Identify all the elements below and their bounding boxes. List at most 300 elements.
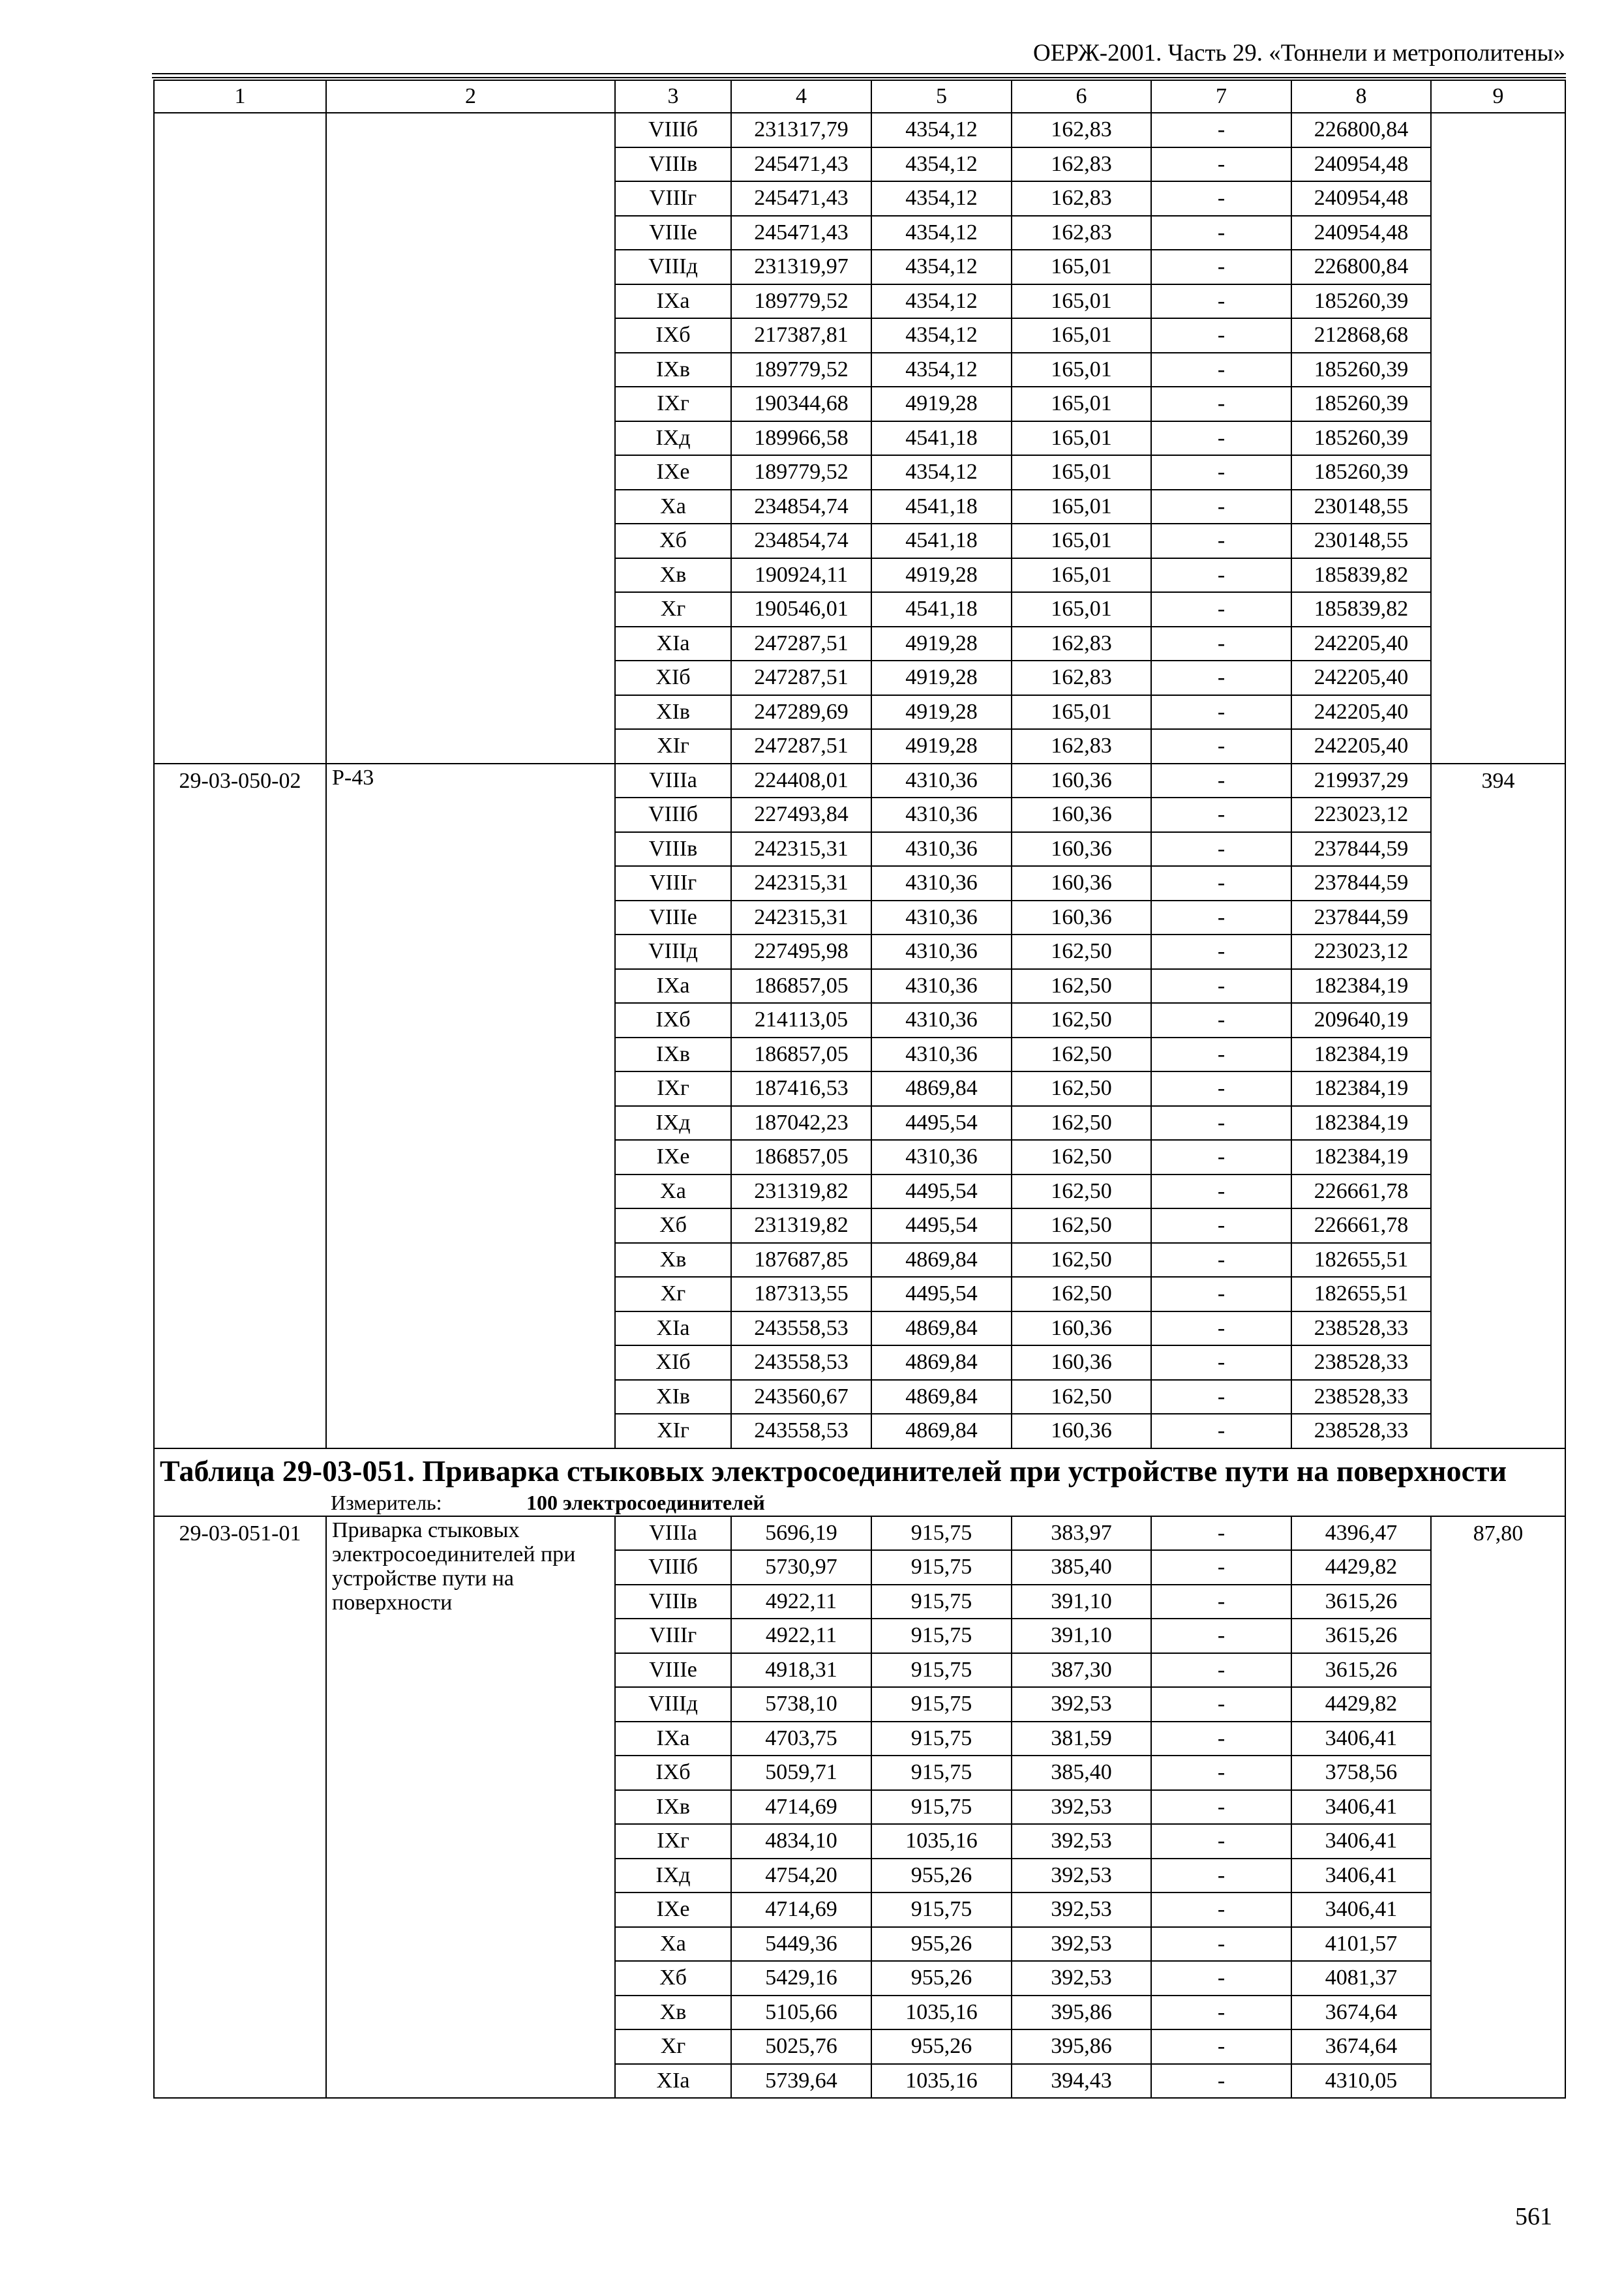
- wages-cell: 4310,36: [871, 1038, 1012, 1072]
- materials-cell: 182384,19: [1291, 1038, 1431, 1072]
- wages-cell: 4919,28: [871, 729, 1012, 764]
- column-number: 1: [154, 80, 326, 113]
- zone-cell: IXа: [615, 284, 731, 319]
- zone-cell: Xв: [615, 1996, 731, 2030]
- driver-wages-cell: -: [1151, 1790, 1291, 1825]
- machines-cell: 162,50: [1012, 1174, 1151, 1209]
- driver-wages-cell: -: [1151, 969, 1291, 1004]
- wages-cell: 4869,84: [871, 1243, 1012, 1278]
- wages-cell: 4541,18: [871, 592, 1012, 627]
- machines-cell: 162,50: [1012, 1380, 1151, 1414]
- labor-cost-cell: 87,80: [1431, 1516, 1565, 2099]
- wages-cell: 4869,84: [871, 1380, 1012, 1414]
- table-row: [154, 113, 1565, 147]
- wages-cell: 4869,84: [871, 1345, 1012, 1380]
- total-cost-cell: 224408,01: [731, 764, 871, 798]
- materials-cell: 3406,41: [1291, 1790, 1431, 1825]
- total-cost-cell: 5059,71: [731, 1756, 871, 1790]
- machines-cell: 165,01: [1012, 455, 1151, 490]
- zone-cell: Xг: [615, 592, 731, 627]
- total-cost-cell: 4918,31: [731, 1653, 871, 1688]
- total-cost-cell: 247289,69: [731, 695, 871, 730]
- header-rule-double: [152, 77, 1566, 78]
- machines-cell: 392,53: [1012, 1961, 1151, 1996]
- wages-cell: 915,75: [871, 1756, 1012, 1790]
- column-number: 5: [871, 80, 1012, 113]
- materials-cell: 3406,41: [1291, 1824, 1431, 1859]
- price-table: [153, 80, 1566, 2099]
- table-row: [154, 1516, 1565, 1551]
- total-cost-cell: 245471,43: [731, 147, 871, 182]
- driver-wages-cell: -: [1151, 1722, 1291, 1756]
- total-cost-cell: 242315,31: [731, 832, 871, 867]
- wages-cell: 4354,12: [871, 216, 1012, 250]
- driver-wages-cell: -: [1151, 729, 1291, 764]
- machines-cell: 383,97: [1012, 1516, 1151, 1551]
- total-cost-cell: 214113,05: [731, 1003, 871, 1038]
- zone-cell: IXе: [615, 1893, 731, 1927]
- machines-cell: 392,53: [1012, 1824, 1151, 1859]
- machines-cell: 162,50: [1012, 1071, 1151, 1106]
- zone-cell: VIIIд: [615, 935, 731, 969]
- wages-cell: 4354,12: [871, 113, 1012, 147]
- materials-cell: 3406,41: [1291, 1722, 1431, 1756]
- driver-wages-cell: -: [1151, 1893, 1291, 1927]
- running-header: ОЕРЖ-2001. Часть 29. «Тоннели и метрополитены»: [1033, 40, 1565, 67]
- machines-cell: 162,50: [1012, 1106, 1151, 1141]
- driver-wages-cell: -: [1151, 1756, 1291, 1790]
- driver-wages-cell: -: [1151, 1038, 1291, 1072]
- materials-cell: 185260,39: [1291, 455, 1431, 490]
- materials-cell: 242205,40: [1291, 695, 1431, 730]
- wages-cell: 4869,84: [871, 1071, 1012, 1106]
- zone-cell: Xв: [615, 1243, 731, 1278]
- wages-cell: 915,75: [871, 1550, 1012, 1585]
- machines-cell: 162,83: [1012, 729, 1151, 764]
- zone-cell: XIг: [615, 1414, 731, 1448]
- total-cost-cell: 5105,66: [731, 1996, 871, 2030]
- zone-cell: Xа: [615, 1174, 731, 1209]
- rate-name-cell: Р-43: [326, 764, 615, 1448]
- materials-cell: 237844,59: [1291, 866, 1431, 901]
- wages-cell: 955,26: [871, 1961, 1012, 1996]
- machines-cell: 162,83: [1012, 181, 1151, 216]
- wages-cell: 4919,28: [871, 558, 1012, 593]
- zone-cell: XIб: [615, 1345, 731, 1380]
- total-cost-cell: 227493,84: [731, 798, 871, 832]
- machines-cell: 165,01: [1012, 524, 1151, 558]
- materials-cell: 219937,29: [1291, 764, 1431, 798]
- materials-cell: 209640,19: [1291, 1003, 1431, 1038]
- zone-cell: Xв: [615, 558, 731, 593]
- wages-cell: 915,75: [871, 1790, 1012, 1825]
- machines-cell: 160,36: [1012, 798, 1151, 832]
- zone-cell: Xб: [615, 1961, 731, 1996]
- driver-wages-cell: -: [1151, 1824, 1291, 1859]
- machines-cell: 160,36: [1012, 1414, 1151, 1448]
- total-cost-cell: 234854,74: [731, 490, 871, 524]
- materials-cell: 226800,84: [1291, 250, 1431, 284]
- total-cost-cell: 247287,51: [731, 729, 871, 764]
- wages-cell: 955,26: [871, 1927, 1012, 1962]
- machines-cell: 162,83: [1012, 113, 1151, 147]
- materials-cell: 238528,33: [1291, 1380, 1431, 1414]
- driver-wages-cell: -: [1151, 1516, 1291, 1551]
- machines-cell: 162,50: [1012, 1208, 1151, 1243]
- wages-cell: 915,75: [871, 1893, 1012, 1927]
- wages-cell: 915,75: [871, 1516, 1012, 1551]
- driver-wages-cell: -: [1151, 1961, 1291, 1996]
- wages-cell: 915,75: [871, 1585, 1012, 1619]
- driver-wages-cell: -: [1151, 284, 1291, 319]
- driver-wages-cell: -: [1151, 1653, 1291, 1688]
- machines-cell: 160,36: [1012, 866, 1151, 901]
- materials-cell: 4396,47: [1291, 1516, 1431, 1551]
- zone-cell: VIIIв: [615, 1585, 731, 1619]
- total-cost-cell: 190546,01: [731, 592, 871, 627]
- zone-cell: VIIIб: [615, 798, 731, 832]
- zone-cell: XIа: [615, 627, 731, 661]
- driver-wages-cell: -: [1151, 455, 1291, 490]
- column-number: 7: [1151, 80, 1291, 113]
- driver-wages-cell: -: [1151, 661, 1291, 695]
- materials-cell: 4310,05: [1291, 2064, 1431, 2099]
- materials-cell: 185839,82: [1291, 558, 1431, 593]
- total-cost-cell: 187687,85: [731, 1243, 871, 1278]
- zone-cell: VIIIд: [615, 1687, 731, 1722]
- materials-cell: 230148,55: [1291, 490, 1431, 524]
- zone-cell: IXб: [615, 1003, 731, 1038]
- materials-cell: 238528,33: [1291, 1414, 1431, 1448]
- wages-cell: 4541,18: [871, 490, 1012, 524]
- materials-cell: 240954,48: [1291, 216, 1431, 250]
- zone-cell: IXв: [615, 1038, 731, 1072]
- zone-cell: IXв: [615, 1790, 731, 1825]
- machines-cell: 162,50: [1012, 1038, 1151, 1072]
- wages-cell: 4919,28: [871, 661, 1012, 695]
- total-cost-cell: 4714,69: [731, 1893, 871, 1927]
- materials-cell: 4429,82: [1291, 1687, 1431, 1722]
- wages-cell: 4919,28: [871, 387, 1012, 421]
- machines-cell: 395,86: [1012, 1996, 1151, 2030]
- driver-wages-cell: -: [1151, 1174, 1291, 1209]
- total-cost-cell: 242315,31: [731, 901, 871, 935]
- zone-cell: IXд: [615, 1106, 731, 1141]
- total-cost-cell: 186857,05: [731, 969, 871, 1004]
- total-cost-cell: 187042,23: [731, 1106, 871, 1141]
- machines-cell: 160,36: [1012, 764, 1151, 798]
- rate-code-cell: 29-03-051-01: [154, 1516, 326, 2099]
- driver-wages-cell: -: [1151, 113, 1291, 147]
- machines-cell: 165,01: [1012, 695, 1151, 730]
- machines-cell: 165,01: [1012, 250, 1151, 284]
- machines-cell: 391,10: [1012, 1585, 1151, 1619]
- machines-cell: 162,83: [1012, 147, 1151, 182]
- materials-cell: 182384,19: [1291, 1140, 1431, 1174]
- driver-wages-cell: -: [1151, 181, 1291, 216]
- wages-cell: 4919,28: [871, 695, 1012, 730]
- machines-cell: 385,40: [1012, 1756, 1151, 1790]
- wages-cell: 4495,54: [871, 1106, 1012, 1141]
- total-cost-cell: 227495,98: [731, 935, 871, 969]
- rate-name-cell: Приварка стыковых электросоединителей при устройстве пути на поверхности: [326, 1516, 615, 2099]
- total-cost-cell: 5730,97: [731, 1550, 871, 1585]
- zone-cell: VIIIв: [615, 832, 731, 867]
- total-cost-cell: 243558,53: [731, 1345, 871, 1380]
- driver-wages-cell: -: [1151, 901, 1291, 935]
- driver-wages-cell: -: [1151, 1311, 1291, 1346]
- driver-wages-cell: -: [1151, 1414, 1291, 1448]
- wages-cell: 4869,84: [871, 1414, 1012, 1448]
- driver-wages-cell: -: [1151, 1140, 1291, 1174]
- wages-cell: 4310,36: [871, 764, 1012, 798]
- driver-wages-cell: -: [1151, 1243, 1291, 1278]
- machines-cell: 162,50: [1012, 1140, 1151, 1174]
- wages-cell: 915,75: [871, 1653, 1012, 1688]
- total-cost-cell: 4754,20: [731, 1859, 871, 1893]
- total-cost-cell: 5739,64: [731, 2064, 871, 2099]
- zone-cell: VIIIе: [615, 901, 731, 935]
- total-cost-cell: 243558,53: [731, 1311, 871, 1346]
- column-number-row: [154, 80, 1565, 113]
- zone-cell: XIа: [615, 1311, 731, 1346]
- zone-cell: VIIIб: [615, 113, 731, 147]
- wages-cell: 4869,84: [871, 1311, 1012, 1346]
- materials-cell: 240954,48: [1291, 147, 1431, 182]
- zone-cell: XIв: [615, 1380, 731, 1414]
- driver-wages-cell: -: [1151, 866, 1291, 901]
- wages-cell: 4310,36: [871, 866, 1012, 901]
- total-cost-cell: 231319,82: [731, 1174, 871, 1209]
- labor-cost-cell: 394: [1431, 764, 1565, 1448]
- zone-cell: VIIIв: [615, 147, 731, 182]
- zone-cell: VIIIа: [615, 1516, 731, 1551]
- column-number: 2: [326, 80, 615, 113]
- materials-cell: 223023,12: [1291, 798, 1431, 832]
- zone-cell: XIв: [615, 695, 731, 730]
- column-number: 4: [731, 80, 871, 113]
- rate-code-cell: 29-03-050-02: [154, 764, 326, 1448]
- driver-wages-cell: -: [1151, 147, 1291, 182]
- materials-cell: 242205,40: [1291, 661, 1431, 695]
- driver-wages-cell: -: [1151, 1859, 1291, 1893]
- wages-cell: 4354,12: [871, 353, 1012, 387]
- total-cost-cell: 234854,74: [731, 524, 871, 558]
- materials-cell: 185839,82: [1291, 592, 1431, 627]
- driver-wages-cell: -: [1151, 1071, 1291, 1106]
- zone-cell: IXд: [615, 1859, 731, 1893]
- zone-cell: IXг: [615, 1824, 731, 1859]
- total-cost-cell: 231317,79: [731, 113, 871, 147]
- total-cost-cell: 4834,10: [731, 1824, 871, 1859]
- driver-wages-cell: -: [1151, 250, 1291, 284]
- zone-cell: XIг: [615, 729, 731, 764]
- wages-cell: 4354,12: [871, 284, 1012, 319]
- materials-cell: 226800,84: [1291, 113, 1431, 147]
- total-cost-cell: 190924,11: [731, 558, 871, 593]
- total-cost-cell: 189779,52: [731, 284, 871, 319]
- driver-wages-cell: -: [1151, 764, 1291, 798]
- page-number: 561: [1515, 2203, 1552, 2230]
- wages-cell: 4310,36: [871, 1140, 1012, 1174]
- total-cost-cell: 247287,51: [731, 627, 871, 661]
- driver-wages-cell: -: [1151, 353, 1291, 387]
- wages-cell: 955,26: [871, 1859, 1012, 1893]
- materials-cell: 3758,56: [1291, 1756, 1431, 1790]
- driver-wages-cell: -: [1151, 592, 1291, 627]
- total-cost-cell: 245471,43: [731, 216, 871, 250]
- zone-cell: IXа: [615, 969, 731, 1004]
- total-cost-cell: 190344,68: [731, 387, 871, 421]
- materials-cell: 4429,82: [1291, 1550, 1431, 1585]
- wages-cell: 4354,12: [871, 181, 1012, 216]
- materials-cell: 226661,78: [1291, 1208, 1431, 1243]
- wages-cell: 4310,36: [871, 1003, 1012, 1038]
- driver-wages-cell: -: [1151, 1003, 1291, 1038]
- driver-wages-cell: -: [1151, 1619, 1291, 1653]
- zone-cell: VIIIг: [615, 1619, 731, 1653]
- total-cost-cell: 187416,53: [731, 1071, 871, 1106]
- table-body: [154, 80, 1565, 2098]
- zone-cell: IXв: [615, 353, 731, 387]
- materials-cell: 185260,39: [1291, 353, 1431, 387]
- wages-cell: 1035,16: [871, 1996, 1012, 2030]
- total-cost-cell: 186857,05: [731, 1140, 871, 1174]
- rate-code-cell: [154, 113, 326, 764]
- driver-wages-cell: -: [1151, 216, 1291, 250]
- wages-cell: 4919,28: [871, 627, 1012, 661]
- machines-cell: 165,01: [1012, 387, 1151, 421]
- machines-cell: 162,83: [1012, 216, 1151, 250]
- machines-cell: 162,83: [1012, 627, 1151, 661]
- materials-cell: 185260,39: [1291, 387, 1431, 421]
- wages-cell: 4310,36: [871, 901, 1012, 935]
- total-cost-cell: 4703,75: [731, 1722, 871, 1756]
- driver-wages-cell: -: [1151, 935, 1291, 969]
- materials-cell: 230148,55: [1291, 524, 1431, 558]
- total-cost-cell: 5429,16: [731, 1961, 871, 1996]
- materials-cell: 182384,19: [1291, 1106, 1431, 1141]
- wages-cell: 4354,12: [871, 318, 1012, 353]
- total-cost-cell: 4922,11: [731, 1619, 871, 1653]
- zone-cell: IXе: [615, 1140, 731, 1174]
- zone-cell: IXе: [615, 455, 731, 490]
- total-cost-cell: 189966,58: [731, 421, 871, 456]
- column-number: 6: [1012, 80, 1151, 113]
- machines-cell: 165,01: [1012, 592, 1151, 627]
- rate-name-cell: [326, 113, 615, 764]
- unit-value: 100 электросоединителей: [526, 1490, 765, 1514]
- zone-cell: IXг: [615, 1071, 731, 1106]
- materials-cell: 4101,57: [1291, 1927, 1431, 1962]
- zone-cell: VIIIа: [615, 764, 731, 798]
- machines-cell: 162,50: [1012, 969, 1151, 1004]
- machines-cell: 165,01: [1012, 318, 1151, 353]
- wages-cell: 4310,36: [871, 832, 1012, 867]
- wages-cell: 915,75: [871, 1687, 1012, 1722]
- driver-wages-cell: -: [1151, 558, 1291, 593]
- driver-wages-cell: -: [1151, 1380, 1291, 1414]
- table-title-cell: [154, 1448, 1565, 1516]
- driver-wages-cell: -: [1151, 1585, 1291, 1619]
- materials-cell: 242205,40: [1291, 627, 1431, 661]
- machines-cell: 160,36: [1012, 1345, 1151, 1380]
- zone-cell: XIб: [615, 661, 731, 695]
- wages-cell: 4310,36: [871, 935, 1012, 969]
- driver-wages-cell: -: [1151, 1277, 1291, 1311]
- materials-cell: 182384,19: [1291, 969, 1431, 1004]
- driver-wages-cell: -: [1151, 318, 1291, 353]
- machines-cell: 162,50: [1012, 935, 1151, 969]
- machines-cell: 165,01: [1012, 421, 1151, 456]
- wages-cell: 4495,54: [871, 1174, 1012, 1209]
- table-row: [154, 764, 1565, 798]
- column-number: 8: [1291, 80, 1431, 113]
- column-number: 3: [615, 80, 731, 113]
- total-cost-cell: 217387,81: [731, 318, 871, 353]
- materials-cell: 223023,12: [1291, 935, 1431, 969]
- total-cost-cell: 189779,52: [731, 353, 871, 387]
- machines-cell: 394,43: [1012, 2064, 1151, 2099]
- total-cost-cell: 4714,69: [731, 1790, 871, 1825]
- zone-cell: IXд: [615, 421, 731, 456]
- wages-cell: 1035,16: [871, 1824, 1012, 1859]
- total-cost-cell: 243558,53: [731, 1414, 871, 1448]
- machines-cell: 165,01: [1012, 490, 1151, 524]
- total-cost-cell: 231319,82: [731, 1208, 871, 1243]
- wages-cell: 1035,16: [871, 2064, 1012, 2099]
- driver-wages-cell: -: [1151, 387, 1291, 421]
- table-title: Таблица 29-03-051. Приварка стыковых электросоединителей при устройстве пути на поверхности: [160, 1454, 1507, 1488]
- zone-cell: VIIIг: [615, 181, 731, 216]
- materials-cell: 182655,51: [1291, 1243, 1431, 1278]
- machines-cell: 162,83: [1012, 661, 1151, 695]
- total-cost-cell: 243560,67: [731, 1380, 871, 1414]
- zone-cell: VIIIе: [615, 216, 731, 250]
- zone-cell: IXб: [615, 318, 731, 353]
- zone-cell: XIа: [615, 2064, 731, 2099]
- materials-cell: 238528,33: [1291, 1311, 1431, 1346]
- zone-cell: Xа: [615, 490, 731, 524]
- zone-cell: IXг: [615, 387, 731, 421]
- wages-cell: 915,75: [871, 1722, 1012, 1756]
- total-cost-cell: 247287,51: [731, 661, 871, 695]
- total-cost-cell: 5449,36: [731, 1927, 871, 1962]
- machines-cell: 160,36: [1012, 832, 1151, 867]
- materials-cell: 185260,39: [1291, 421, 1431, 456]
- materials-cell: 185260,39: [1291, 284, 1431, 319]
- wages-cell: 4354,12: [871, 250, 1012, 284]
- materials-cell: 4081,37: [1291, 1961, 1431, 1996]
- driver-wages-cell: -: [1151, 421, 1291, 456]
- zone-cell: Xб: [615, 524, 731, 558]
- driver-wages-cell: -: [1151, 695, 1291, 730]
- materials-cell: 238528,33: [1291, 1345, 1431, 1380]
- zone-cell: VIIIе: [615, 1653, 731, 1688]
- materials-cell: 237844,59: [1291, 832, 1431, 867]
- total-cost-cell: 189779,52: [731, 455, 871, 490]
- unit-line: [331, 1489, 1565, 1516]
- zone-cell: VIIIд: [615, 250, 731, 284]
- wages-cell: 915,75: [871, 1619, 1012, 1653]
- materials-cell: 182655,51: [1291, 1277, 1431, 1311]
- driver-wages-cell: -: [1151, 1208, 1291, 1243]
- driver-wages-cell: -: [1151, 832, 1291, 867]
- wages-cell: 4495,54: [871, 1208, 1012, 1243]
- machines-cell: 165,01: [1012, 558, 1151, 593]
- machines-cell: 160,36: [1012, 901, 1151, 935]
- zone-cell: Xа: [615, 1927, 731, 1962]
